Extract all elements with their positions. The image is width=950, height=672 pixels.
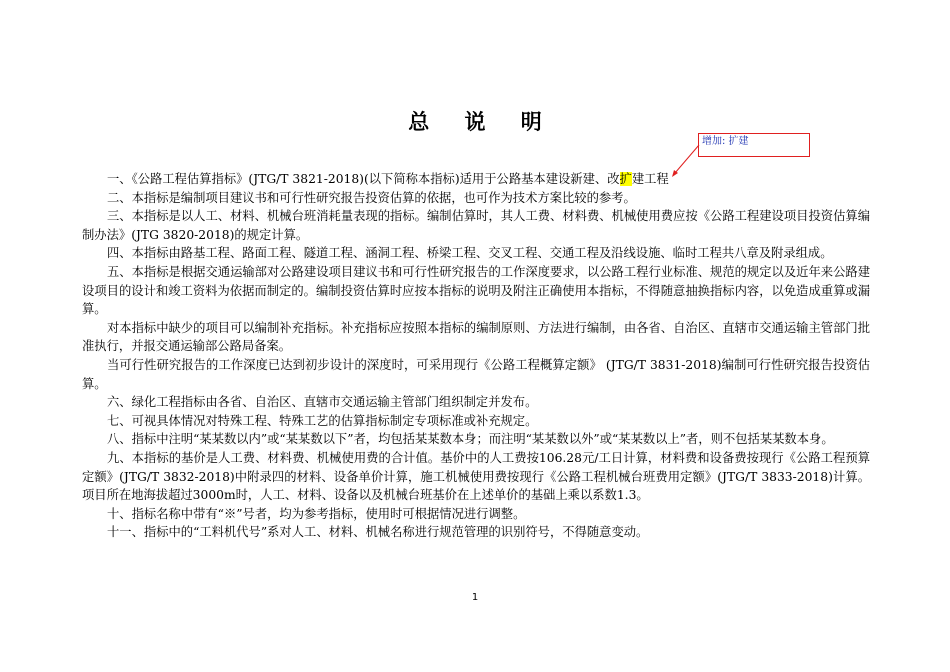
paragraph [82,170,870,189]
document-title: 总 说 明 [408,109,556,134]
paragraph: 对本指标中缺少的项目可以编制补充指标。补充指标应按照本指标的编制原则、方法进行编制，由各省、自治区、直辖市交通运输主管部门批准执行，并报交通运输部公路局备案。 [82,320,870,354]
paragraph-text: 一、《公路工程估算指标》(JTG/T 3821-2018)(以下简称本指标)适用于公路基本建设新建、改 [107,172,620,186]
revision-comment-text: 增加: 扩建 [702,136,749,147]
paragraph-text: 建工程 [631,172,669,186]
paragraph: 五、本指标是根据交通运输部对公路建设项目建议书和可行性研究报告的工作深度要求，以公路工程行业标准、规范的规定以及近年来公路建设项目的设计和竣工资料为依据而制定的。编制投资估算时应按本指标的说明及附注正确使用本指标，不得随意抽换指标内容，以免造成重算或漏算。 [82,264,870,317]
paragraph: 十一、指标中的“工料机代号”系对人工、材料、机械名称进行规范管理的识别符号，不得随意变动。 [107,525,649,540]
paragraph: 四、本指标由路基工程、路面工程、隧道工程、涵洞工程、桥梁工程、交叉工程、交通工程及沿线设施、临时工程共八章及附录组成。 [107,246,833,261]
paragraph: 八、指标中注明“某某数以内”或“某某数以下”者，均包括某某数本身；而注明“某某数以外”或“某某数以上”者，则不包括某某数本身。 [107,432,834,447]
paragraph: 十、指标名称中带有“※”号者，均为参考指标，使用时可根据情况进行调整。 [107,506,526,521]
paragraph: 三、本指标是以人工、材料、机械台班消耗量表现的指标。编制估算时，其人工费、材料费、机械使用费应按《公路工程建设项目投资估算编制办法》(JTG 3820-2018)的规定计算。 [82,209,870,242]
paragraph: 当可行性研究报告的工作深度已达到初步设计的深度时，可采用现行《公路工程概算定额》 (JTG/T 3831-2018)编制可行性研究报告投资估算。 [82,357,870,391]
revision-comment-balloon[interactable] [698,133,810,157]
paragraph: 七、可视具体情况对特殊工程、特殊工艺的估算指标制定专项标准或补充规定。 [107,413,538,428]
document-body [82,170,870,542]
highlighted-insertion[interactable]: 扩 [619,172,632,186]
paragraph: 九、本指标的基价是人工费、材料费、机械使用费的合计值。基价中的人工费按106.28元/工日计算，材料费和设备费按现行《公路工程预算定额》(JTG/T 3832-2018)中附录四的材料、设备单价计算，施工机械使用费按现行《公路工程机械台班费用定额》(JTG/T 3833-2018)计算。项目所在地海拔超过3000m时，人工、材料、设备以及机械台班基价在上述单价的基础上乘以系数1.3。 [82,450,870,503]
page-number: 1 [471,592,479,603]
paragraph: 六、绿化工程指标由各省、自治区、直辖市交通运输主管部门组织制定并发布。 [107,395,538,410]
paragraph: 二、本指标是编制项目建议书和可行性研究报告投资估算的依据，也可作为技术方案比较的参考。 [107,190,636,205]
